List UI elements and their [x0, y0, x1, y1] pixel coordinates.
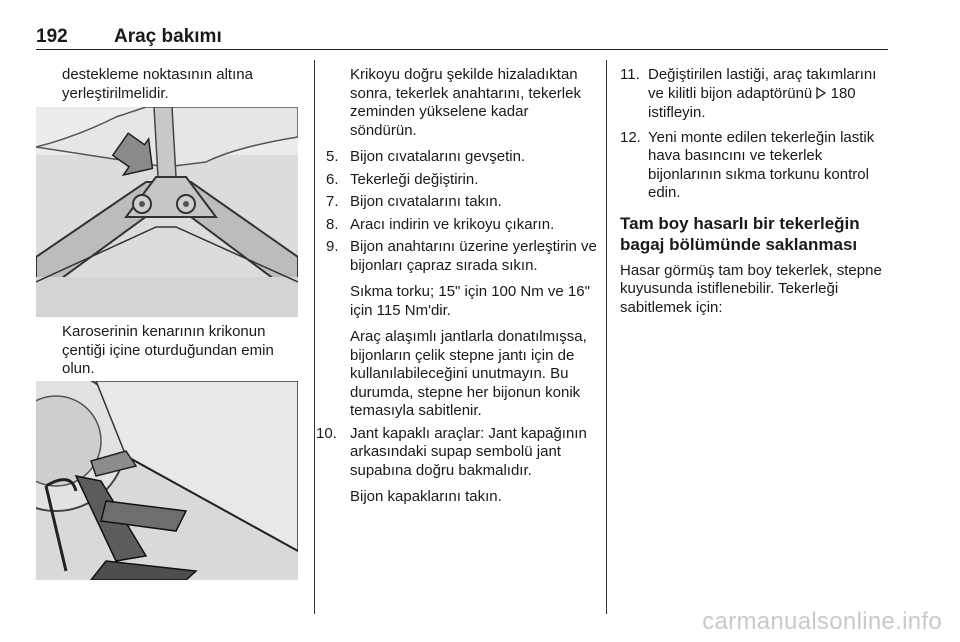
page-number: 192 — [36, 26, 68, 47]
step-text: Yeni monte edilen tekerleğin lastik hava basıncını ve tekerlek bijonlarının sıkma torkunu kontrol edin. — [648, 128, 875, 201]
jack-seat-drawing — [36, 107, 298, 317]
step-item — [326, 148, 598, 167]
step-item — [326, 216, 598, 235]
jack-lift-drawing — [36, 381, 298, 580]
step-text: Tekerleği değiştirin. — [350, 170, 479, 188]
hubcap-note: Bijon kapaklarını takın. — [350, 488, 502, 505]
steps-list — [316, 148, 598, 507]
page-header — [36, 26, 886, 50]
jack-lift-illustration — [36, 381, 298, 580]
torque-note: Sıkma torku; 15" için 100 Nm ve 16" için 115 Nm'dir. — [350, 283, 590, 319]
steps-list-continued — [620, 66, 890, 203]
page-title: Araç bakımı — [114, 26, 222, 47]
jack-seat-illustration — [36, 107, 298, 317]
intro-text: destekleme noktasının altına yerleştirilmelidir. — [62, 66, 253, 102]
jack-caption: Karoserinin kenarının krikonun çentiği içine oturduğundan emin olun. — [62, 323, 274, 377]
column-divider — [314, 60, 315, 614]
step-item — [326, 193, 598, 212]
step-number: 6. — [326, 170, 339, 188]
column-divider — [606, 60, 607, 614]
step-number: 10. — [316, 424, 337, 442]
step-number: 12. — [620, 128, 641, 146]
alloy-note: Araç alaşımlı jantlarla donatılmışsa, bijonların çelik stepne jantı için de kullanılabileceğini unutmayın. Bu durumda, stepne her bijonun konik temasıyla sabitlenir. — [350, 328, 587, 419]
section-heading: Tam boy hasarlı bir tekerleğin bagaj bölümünde saklanması — [620, 213, 860, 254]
section-body: Hasar görmüş tam boy tekerlek, stepne kuyusunda istiflenebilir. Tekerleği sabitlemek için: — [620, 261, 882, 316]
header-divider — [36, 49, 888, 50]
step-number: 5. — [326, 148, 339, 165]
step-text: Bijon cıvatalarını gevşetin. — [350, 148, 526, 165]
step-item — [620, 129, 890, 203]
step-text: Bijon anahtarını üzerine yerleştirin ve bijonları çapraz sırada sıkın. — [350, 238, 597, 274]
step-item — [620, 66, 890, 123]
step-4-continuation: Krikoyu doğru şekilde hizaladıktan sonra, tekerlek anahtarını, tekerlek zeminden yükselene kadar söndürün. — [350, 66, 581, 139]
step-item — [326, 238, 598, 421]
step-item — [326, 171, 598, 190]
step-text: Jant kapaklı araçlar: Jant kapağının arkasındaki supap sembolü jant supabına doğru bakmalıdır. — [350, 424, 587, 479]
step-number: 9. — [326, 238, 339, 255]
step-number: 7. — [326, 193, 339, 210]
step-text: Aracı indirin ve krikoyu çıkarın. — [350, 215, 555, 233]
step-number: 11. — [620, 66, 640, 83]
page-ref-number[interactable]: 180 — [830, 84, 856, 102]
step-item — [316, 425, 598, 507]
column-middle — [316, 66, 598, 511]
step-text-end: istifleyin. — [648, 104, 706, 121]
step-number: 8. — [326, 215, 339, 233]
column-right — [620, 66, 890, 317]
watermark: carmanualsonline.info — [702, 608, 942, 635]
column-left — [62, 66, 302, 103]
step-text: Bijon cıvatalarını takın. — [350, 193, 502, 210]
page-ref-arrow-icon[interactable] — [816, 86, 826, 105]
step-text: Değiştirilen lastiği, araç takımlarını ve kilitli bijon adaptörünü — [648, 66, 877, 102]
